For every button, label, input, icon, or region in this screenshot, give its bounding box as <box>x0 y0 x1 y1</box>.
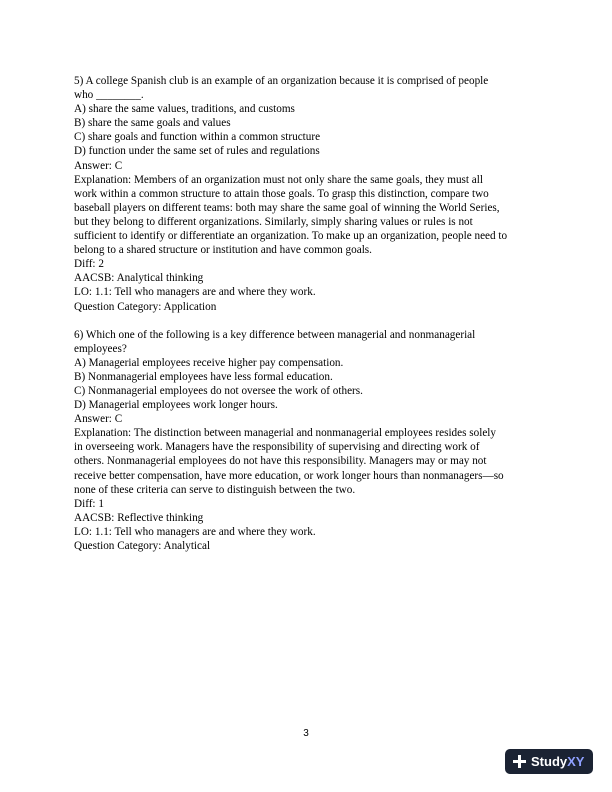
explanation-line: none of these criteria can serve to distinguish between the two. <box>74 483 356 496</box>
brand-text-xy: XY <box>567 754 585 769</box>
brand-text-study: Study <box>531 754 568 769</box>
explanation-line: in overseeing work. Managers have the responsibility of supervising and directing work of <box>74 441 480 454</box>
explanation-line: others. Nonmanagerial employees do not have this responsibility. Managers may or may not <box>74 455 487 468</box>
difficulty: Diff: 1 <box>74 497 104 510</box>
learning-objective: LO: 1.1: Tell who managers are and where they work. <box>74 525 316 538</box>
text-line: 5) A college Spanish club is an example of an organization because it is comprised of people <box>74 75 489 87</box>
explanation-line: Explanation: Members of an organization must not only share the same goals, they must all <box>74 173 483 186</box>
option-b: B) Nonmanagerial employees have less formal education. <box>74 370 333 383</box>
question-6 <box>74 328 544 554</box>
explanation-line: baseball players on different teams: both may share the same goal of winning the World Series, <box>74 201 500 214</box>
explanation-line: receive better compensation, have more education, or work longer hours than nonmanagers—so <box>74 469 504 482</box>
studyxy-badge[interactable] <box>505 749 593 774</box>
explanation-line: sufficient to identify or differentiate an organization. To make up an organization, people need to <box>74 230 508 243</box>
aacsb: AACSB: Reflective thinking <box>74 511 204 524</box>
explanation-line: but they belong to different organizations. Similarly, simply sharing values or rules is not <box>74 215 473 228</box>
option-c: C) share goals and function within a common structure <box>74 131 321 144</box>
difficulty: Diff: 2 <box>74 258 104 271</box>
explanation-line: Explanation: The distinction between managerial and nonmanagerial employees resides solely <box>74 427 496 440</box>
question-category: Question Category: Application <box>74 300 217 313</box>
option-a: A) share the same values, traditions, and customs <box>74 103 295 116</box>
question-5 <box>74 74 544 314</box>
page-number: 3 <box>303 728 309 739</box>
option-b: B) share the same goals and values <box>74 117 231 130</box>
text-line: 6) Which one of the following is a key difference between managerial and nonmanagerial <box>74 328 476 341</box>
text-line: who ________. <box>74 89 144 102</box>
plus-icon <box>513 755 526 768</box>
option-d: D) function under the same set of rules and regulations <box>74 145 320 158</box>
option-d: D) Managerial employees work longer hours. <box>74 399 278 412</box>
explanation-line: belong to a shared structure or institution and have common goals. <box>74 244 372 257</box>
option-a: A) Managerial employees receive higher pay compensation. <box>74 356 344 369</box>
aacsb: AACSB: Analytical thinking <box>74 272 204 285</box>
question-category: Question Category: Analytical <box>74 540 211 552</box>
document-page <box>74 74 544 567</box>
explanation-line: work within a common structure to attain those goals. To grasp this distinction, compare two <box>74 187 489 200</box>
answer: Answer: C <box>74 159 123 172</box>
answer: Answer: C <box>74 413 123 426</box>
learning-objective: LO: 1.1: Tell who managers are and where they work. <box>74 286 316 299</box>
option-c: C) Nonmanagerial employees do not oversee the work of others. <box>74 384 363 397</box>
text-line: employees? <box>74 342 127 355</box>
